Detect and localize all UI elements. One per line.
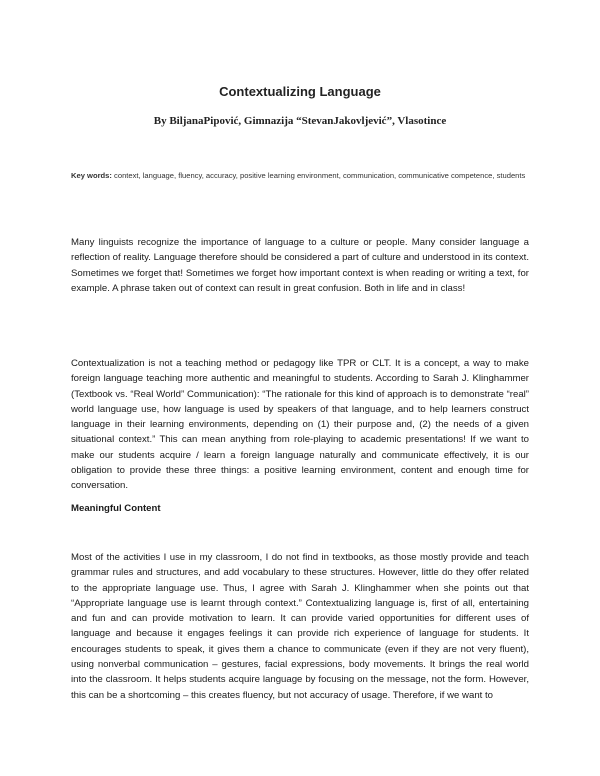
keywords-label: Key words:	[71, 171, 112, 180]
document-title: Contextualizing Language	[219, 84, 381, 99]
section-heading: Meaningful Content	[71, 503, 161, 514]
paragraph-intro: Many linguists recognize the importance of language to a culture or people. Many consider language a reflection of reality. Language therefore should be considered a part of culture and understood in its context. Sometimes we forget that! Sometimes we forget how important context is when reading or writing a text, for example. A phrase taken out of context can result in great confusion. Both in life and in class!	[71, 237, 529, 294]
keywords-text: context, language, fluency, accuracy, positive learning environment, communication, communicative competence, students	[111, 171, 526, 180]
author-byline: By BiljanaPipović, Gimnazija “StevanJakovljević”, Vlasotince	[153, 115, 447, 127]
paragraph-meaningful-content: Most of the activities I use in my classroom, I do not find in textbooks, as those mostly provide and teach grammar rules and structures, and add vocabulary to these structures. However, little do they offer related to the appropriate language use. Thus, I agree with Sarah J. Klinghammer when she points out that “Appropriate language use is learnt through context.” Contextualizing language is, first of all, entertaining and fun and can provide motivation to learn. It can provide varied opportunities for different uses of language and because it engages feelings it can provide rich experience of language for students. It encourages students to speak, it gives them a chance to communicate (even if they are not very fluent), using nonverbal communication – gestures, facial expressions, body movements. It brings the real world into the classroom. It helps students acquire language by focusing on the message, not the form. However, this can be a shortcoming – this creates fluency, but not accuracy of usage. Therefore, if we want to	[71, 552, 529, 701]
paragraph-contextualization: Contextualization is not a teaching method or pedagogy like TPR or CLT. It is a concept, a way to make foreign language teaching more authentic and meaningful to students. According to Sarah J. Klinghammer (Textbook vs. “Real World” Communication): “The rationale for this kind of approach is to demonstrate “real” world language use, how language is used by speakers of that language, and to help learners construct language in their learning environments, depending on (1) their purpose and, (2) the needs of a given situational context.” This can mean anything from role-playing to academic presentations! If we want to make our students acquire / learn a foreign language naturally and communicate effectively, it is our obligation to provide these three things: a positive learning environment, content and enough time for conversation.	[71, 358, 529, 492]
keywords-block	[71, 169, 531, 183]
